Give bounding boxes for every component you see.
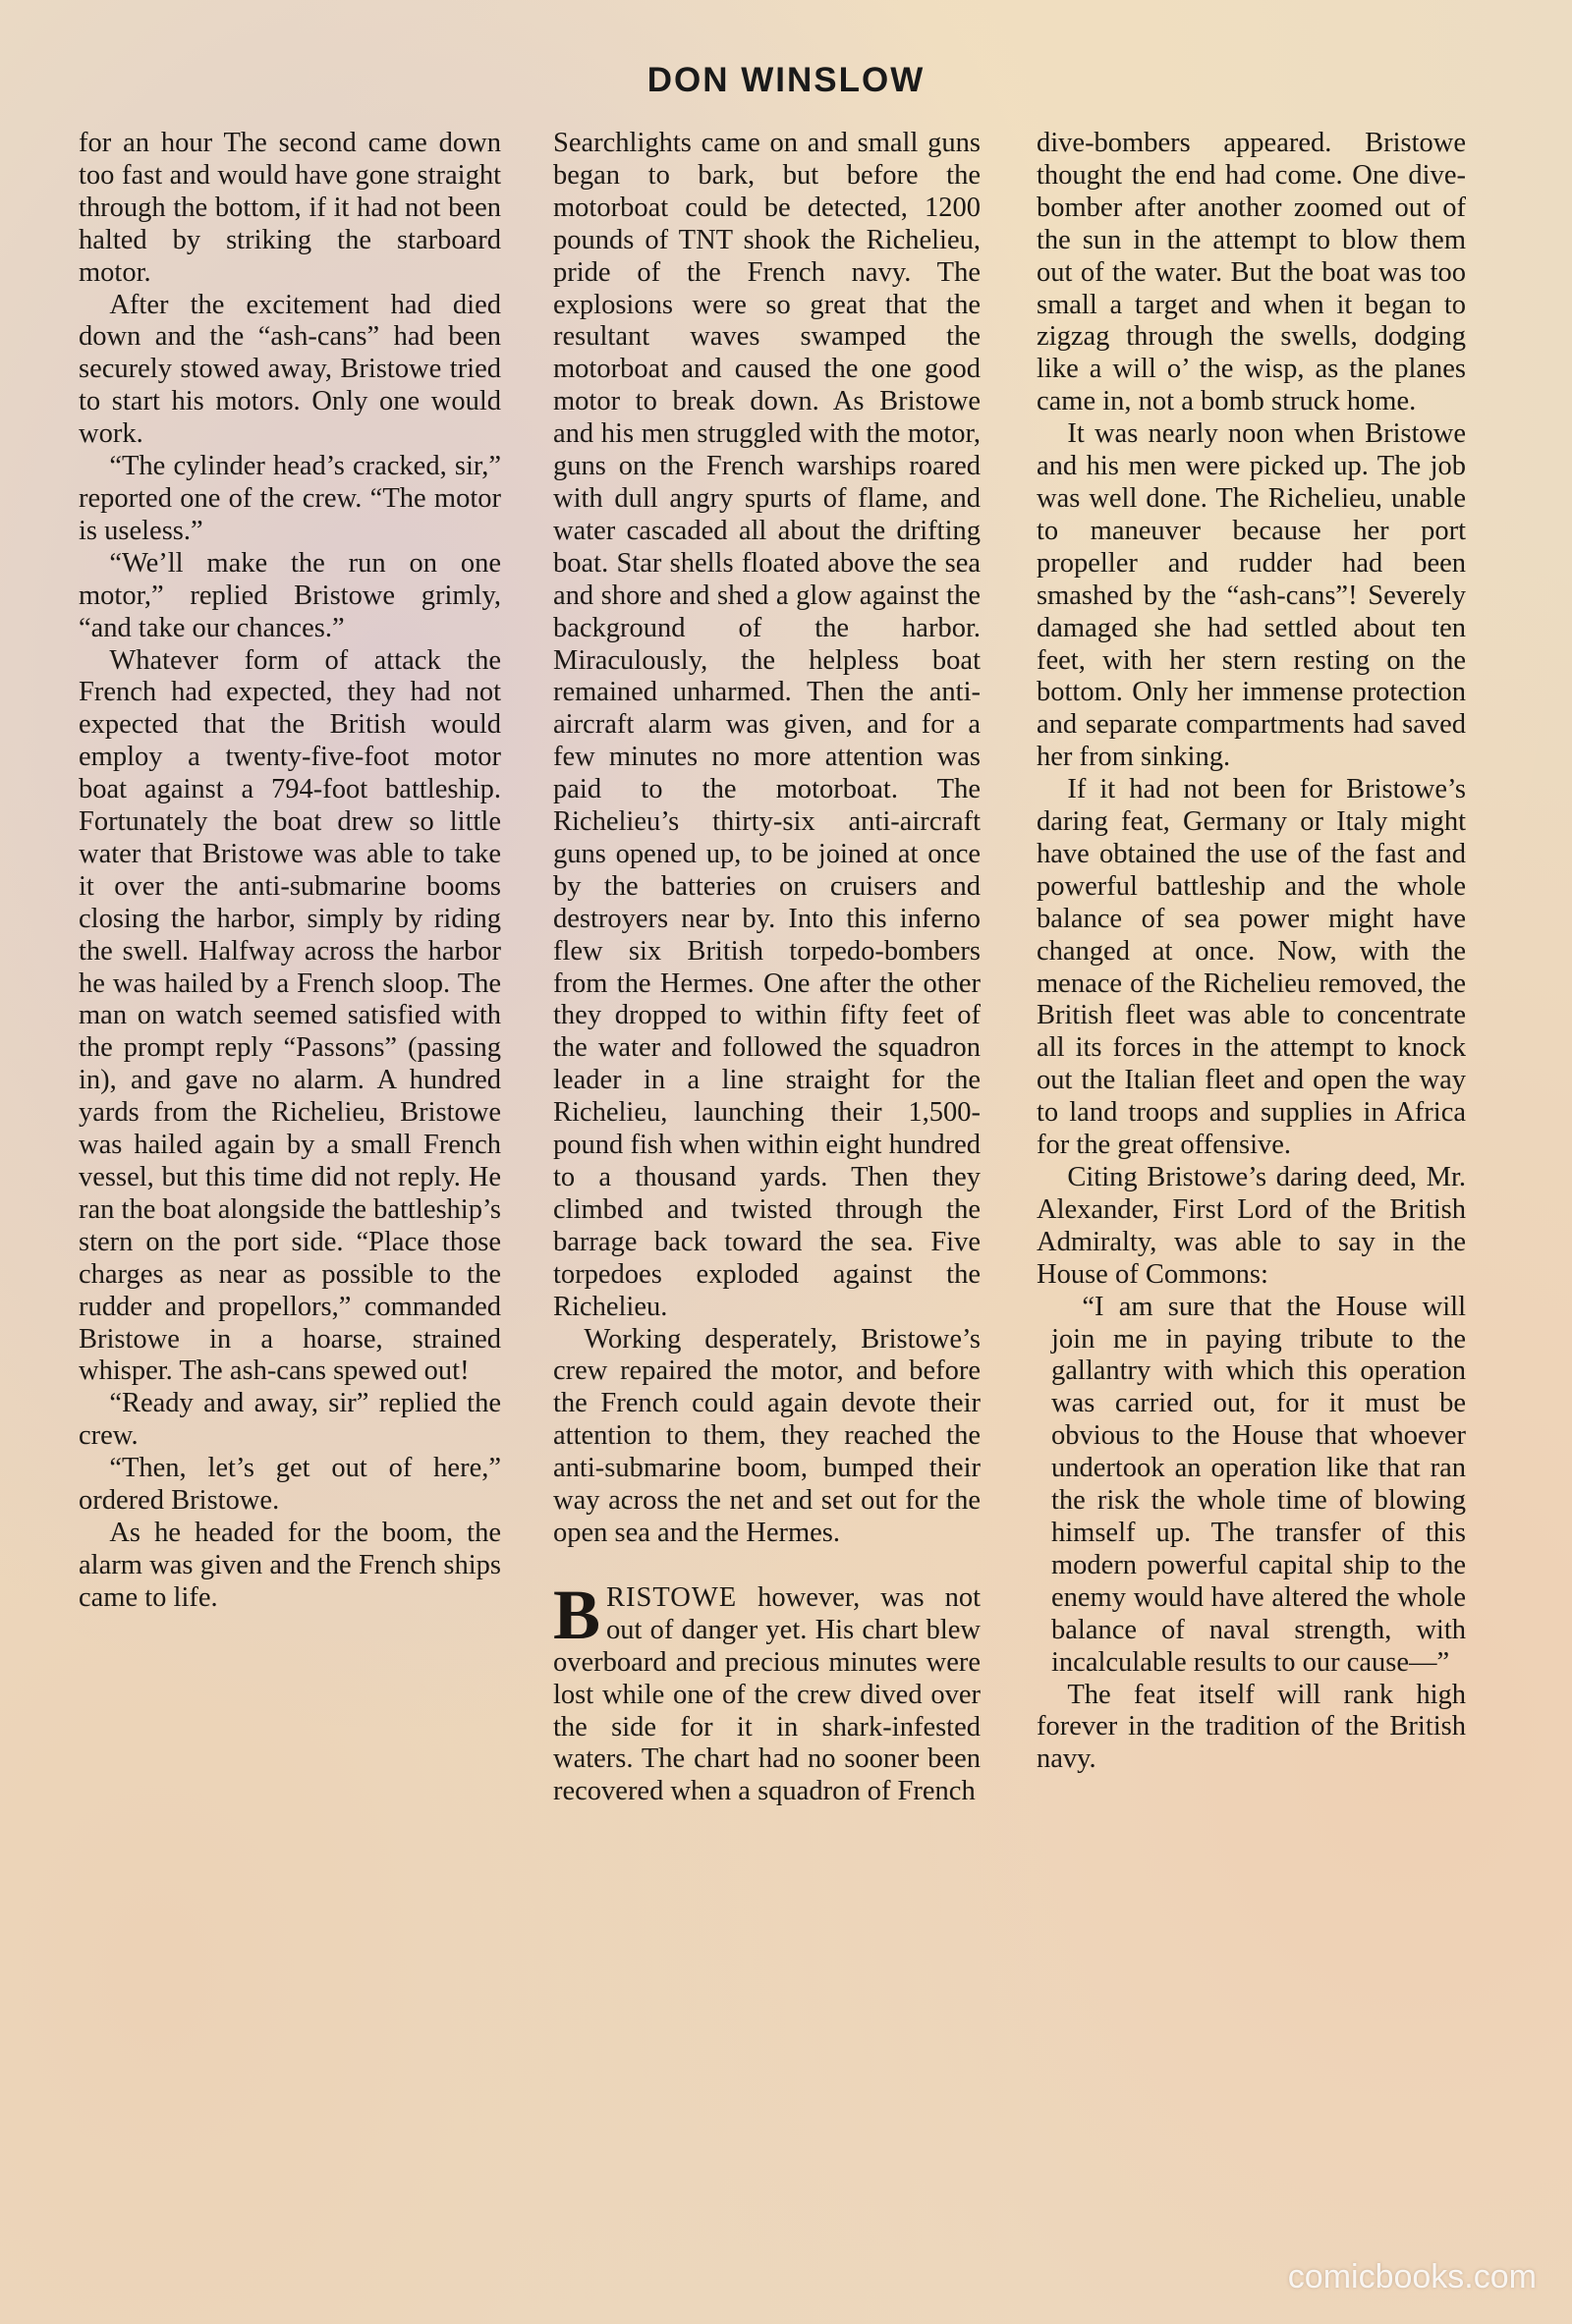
- paragraph: “We’ll make the run on one motor,” replied Bristowe grimly, “and take our chances.”: [79, 547, 501, 643]
- paragraph: Working desperately, Bristowe’s crew repaired the motor, and before the French could again devote their attention to them, they reached the anti-submarine boom, bumped their way across the net and set out for the open sea and the Hermes.: [553, 1323, 981, 1548]
- small-caps-word: RISTOWE: [606, 1581, 738, 1613]
- paragraph: “The cylinder head’s cracked, sir,” reported one of the crew. “The motor is useless.”: [79, 451, 501, 546]
- paragraph: If it had not been for Bristowe’s daring feat, Germany or Italy might have obtained the use of the fast and powerful battleship and the whole balance of sea power might have changed at once. Now, with the menace of the Richelieu removed, the British fleet was able to concentrate all its forces in the attempt to knock out the Italian fleet and open the way to land troops and supplies in Africa for the great offensive.: [1037, 774, 1466, 1161]
- drop-cap: B: [553, 1575, 601, 1654]
- paragraph: for an hour The second came down too fast and would have gone straight through the bottom, if it had not been halted by striking the starboard motor.: [79, 128, 501, 288]
- paragraph: Whatever form of attack the French had expected, they had not expected that the British would employ a twenty-five-foot motor boat against a 794-foot battleship. Fortunately the boat drew so little water that Bristowe was able to take it over the anti-submarine booms closing the harbor, simply by riding the swell. Halfway across the harbor he was hailed by a French sloop. The man on watch seemed satisfied with the prompt reply “Passons” (passing in), and gave no alarm. A hundred yards from the Richelieu, Bristowe was hailed again by a small French vessel, but this time did not reply. He ran the boat alongside the battleship’s stern on the port side. “Place those charges as near as possible to the rudder and propellors,” commanded Bristowe in a hoarse, strained whisper. The ash-cans spewed out!: [79, 644, 501, 1387]
- paragraph: It was nearly noon when Bristowe and his men were picked up. The job was well done. The Richelieu, unable to maneuver because her port propeller and rudder had been smashed by the “ash-cans”! Severely damaged she had settled about ten feet, with her stern resting on the bottom. Only her immense protection and separate compartments had saved her from sinking.: [1037, 418, 1466, 773]
- paragraph: “Ready and away, sir” replied the crew.: [79, 1388, 501, 1452]
- paragraph: As he headed for the boom, the alarm was given and the French ships came to life.: [79, 1517, 501, 1613]
- page-title: DON WINSLOW: [646, 61, 926, 99]
- paragraph: dive-bombers appeared. Bristowe thought the end had come. One dive-bomber after another zoomed out of the sun in the attempt to blow them out of the water. But the boat was too small a target and when it began to zigzag through the swells, dodging like a will o’ the wisp, as the planes came in, not a bomb struck home.: [1037, 128, 1466, 417]
- text-column-3: [1037, 128, 1466, 1776]
- paragraph: Searchlights came on and small guns began to bark, but before the motorboat could be detected, 1200 pounds of TNT shook the Richelieu, pride of the French navy. The explosions were so great that the resultant waves swamped the motorboat and caused the one good motor to break down. As Bristowe and his men struggled with the motor, guns on the French warships roared with dull angry spurts of flame, and water cascaded all about the drifting boat. Star shells floated above the sea and shore and shed a glow against the background of the harbor. Miraculously, the helpless boat remained unharmed. Then the anti-aircraft alarm was given, and for a few minutes no more attention was paid to the motorboat. The Richelieu’s thirty-six anti-aircraft guns opened up, to be joined at once by the batteries on cruisers and destroyers near by. Into this inferno flew six British torpedo-bombers from the Hermes. One after the other they dropped to within fifty feet of the water and followed the squadron leader in a line straight for the Richelieu, launching their 1,500-pound fish when within eight hundred to a thousand yards. Then they climbed and twisted through the barrage back toward the sea. Five torpedoes exploded against the Richelieu.: [553, 128, 981, 1322]
- paragraph: Citing Bristowe’s daring deed, Mr. Alexander, First Lord of the British Admiralty, was able to say in the House of Commons:: [1037, 1162, 1466, 1290]
- paragraph: “Then, let’s get out of here,” ordered Bristowe.: [79, 1453, 501, 1517]
- section-break: [553, 1550, 981, 1582]
- paragraph: The feat itself will rank high forever in the tradition of the British navy.: [1037, 1679, 1466, 1775]
- paragraph-text: however, was not out of danger yet. His chart blew overboard and precious minutes were lost while one of the crew dived over the side for it in shark-infested waters. The chart had no sooner been recovered when a squadron of French: [553, 1581, 981, 1807]
- paragraph: After the excitement had died down and the “ash-cans” had been securely stowed away, Bristowe tried to start his motors. Only one would work.: [79, 289, 501, 450]
- text-column-2: [553, 128, 981, 1808]
- text-column-1: [79, 128, 501, 1615]
- quotation: “I am sure that the House will join me in paying tribute to the gallantry with which this operation was carried out, for it must be obvious to the House that whoever undertook an operation like that ran the risk the whole time of blowing himself up. The transfer of this modern powerful capital ship to the enemy would have altered the whole balance of naval strength, with incalculable results to our cause—”: [1051, 1291, 1466, 1678]
- watermark: comicbooks.com: [1287, 2258, 1537, 2296]
- paragraph-with-dropcap: [553, 1575, 981, 1808]
